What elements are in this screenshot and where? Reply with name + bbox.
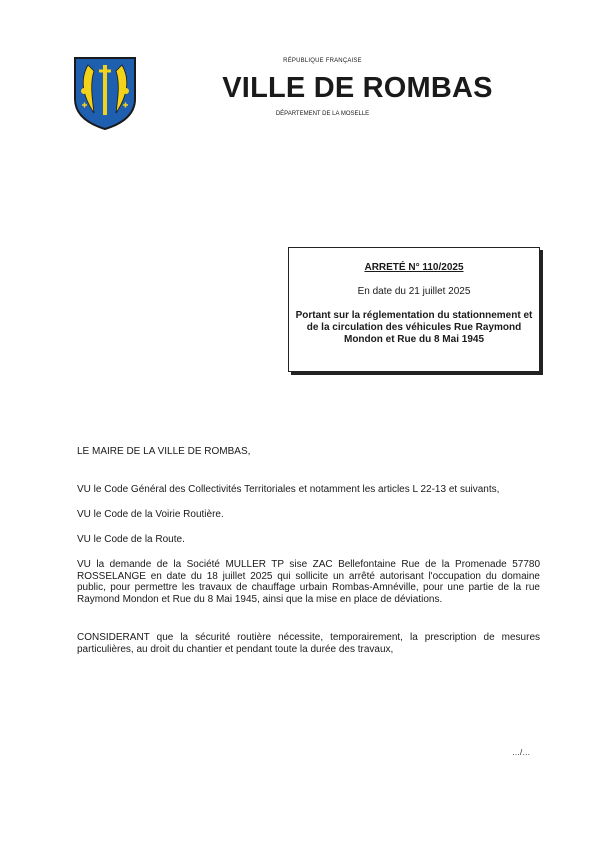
republic-label: RÉPUBLIQUE FRANÇAISE	[283, 58, 362, 64]
maire-heading: LE MAIRE DE LA VILLE DE ROMBAS,	[77, 446, 251, 457]
department-label: DÉPARTEMENT DE LA MOSELLE	[275, 111, 370, 117]
page-continuation-mark: …/…	[512, 748, 531, 757]
coat-of-arms-icon	[72, 55, 138, 131]
vu-paragraph: VU le Code Général des Collectivités Territoriales et notamment les articles L 22-13 et suivants,	[77, 484, 500, 495]
vu-paragraph: VU la demande de la Société MULLER TP sise ZAC Bellefontaine Rue de la Promenade 57780 ROSSELANGE en date du 18 juillet 2025 qui sollicite un arrêté autorisant l'occupation du domaine public, pour permettre les travaux de chauffage urbain Rombas-Amnéville, pour une partie de la rue Raymond Mondon et Rue du 8 Mai 1945, ainsi que la mise en place de déviations.	[77, 559, 540, 605]
arrete-box	[288, 247, 540, 372]
arrete-subject: Portant sur la réglementation du stationnement et de la circulation des véhicules Rue Raymond Mondon et Rue du 8 Mai 1945	[295, 310, 533, 345]
arrete-number: ARRETÉ N° 110/2025	[364, 262, 464, 273]
considerant-paragraph: CONSIDERANT que la sécurité routière nécessite, temporairement, la prescription de mesures particulières, au droit du chantier et pendant toute la durée des travaux,	[77, 632, 540, 655]
arrete-date: En date du 21 juillet 2025	[357, 286, 471, 297]
letterhead	[215, 58, 500, 117]
city-title: VILLE DE ROMBAS	[222, 72, 493, 104]
vu-paragraph: VU le Code de la Voirie Routière.	[77, 509, 224, 520]
vu-paragraph: VU le Code de la Route.	[77, 534, 185, 545]
